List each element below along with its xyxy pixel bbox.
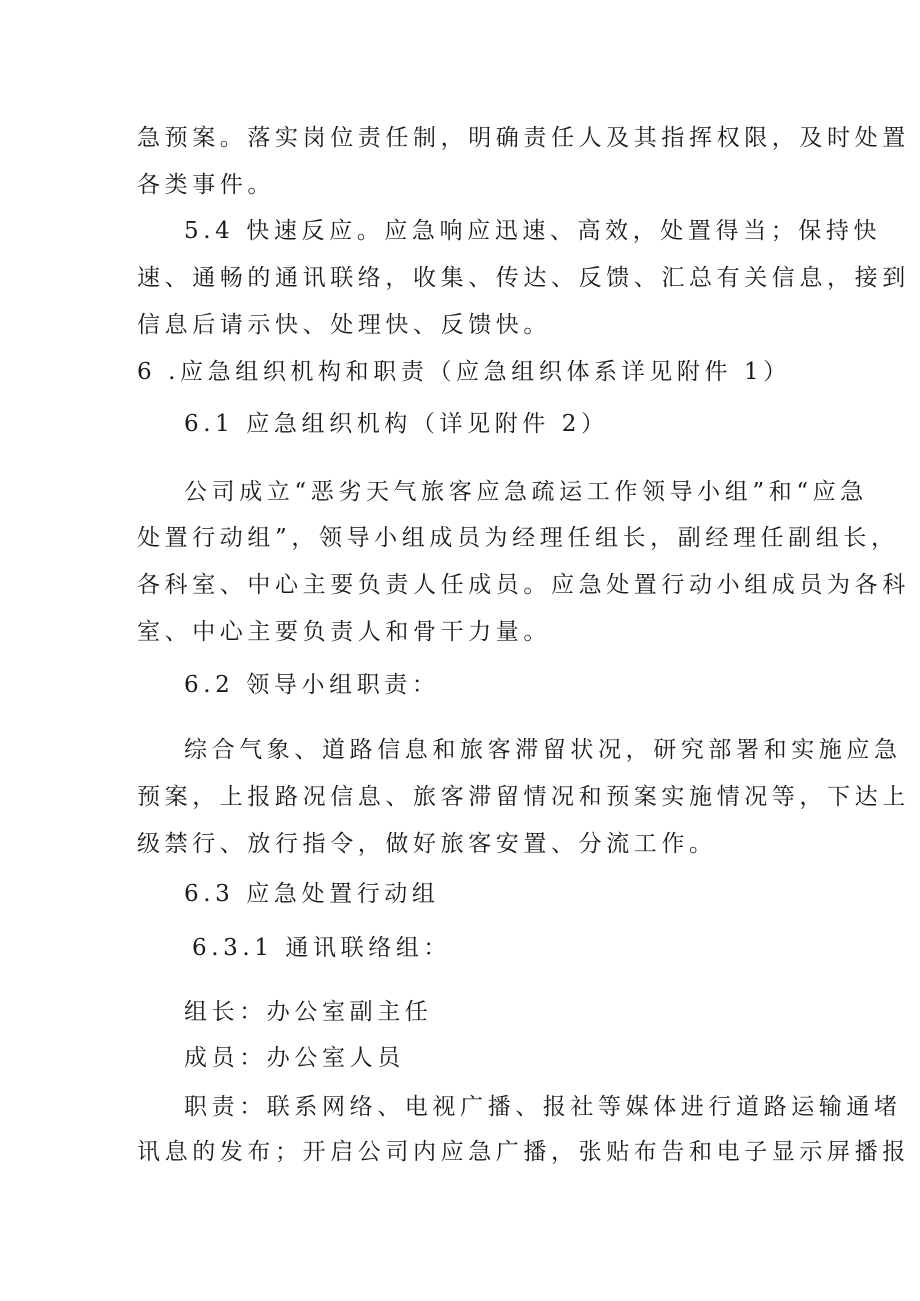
section-heading-6-2: 6.2 领导小组职责：	[184, 672, 440, 698]
section-heading-6-3-1: 6.3.1 通讯联络组：	[192, 935, 452, 961]
text-line: 处置行动组”，领导小组成员为经理任组长，副经理任副组长，	[137, 525, 899, 551]
text-line: 室、中心主要负责人和骨干力量。	[137, 619, 551, 645]
section-5-4-line: 5.4 快速反应。应急响应迅速、高效，处置得当；保持快	[184, 218, 882, 244]
text-line: 讯息的发布；开启公司内应急广播，张贴布告和电子显示屏播报	[137, 1139, 910, 1165]
leader-line: 组长：办公室副主任	[184, 999, 433, 1025]
text-line: 各类事件。	[137, 172, 275, 198]
section-heading-6-3: 6.3 应急处置行动组	[184, 881, 440, 907]
duty-line: 职责：联系网络、电视广播、报社等媒体进行道路运输通堵	[184, 1094, 902, 1120]
section-heading-6-1: 6.1 应急组织机构（详见附件 2）	[184, 411, 609, 437]
text-line: 各科室、中心主要负责人任成员。应急处置行动小组成员为各科	[137, 572, 910, 598]
text-line: 综合气象、道路信息和旅客滞留状况，研究部署和实施应急	[184, 737, 902, 763]
text-line: 信息后请示快、处理快、反馈快。	[137, 312, 551, 338]
text-line: 预案，上报路况信息、旅客滞留情况和预案实施情况等，下达上	[137, 784, 910, 810]
text-line: 速、通畅的通讯联络，收集、传达、反馈、汇总有关信息，接到	[137, 265, 910, 291]
text-line: 公司成立“恶劣天气旅客应急疏运工作领导小组”和“应急	[184, 479, 868, 505]
text-line: 级禁行、放行指令，做好旅客安置、分流工作。	[137, 831, 717, 857]
section-heading-6: 6 .应急组织机构和职责（应急组织体系详见附件 1）	[137, 359, 791, 385]
text-line: 急预案。落实岗位责任制，明确责任人及其指挥权限，及时处置	[137, 125, 910, 151]
members-line: 成员：办公室人员	[184, 1045, 405, 1071]
